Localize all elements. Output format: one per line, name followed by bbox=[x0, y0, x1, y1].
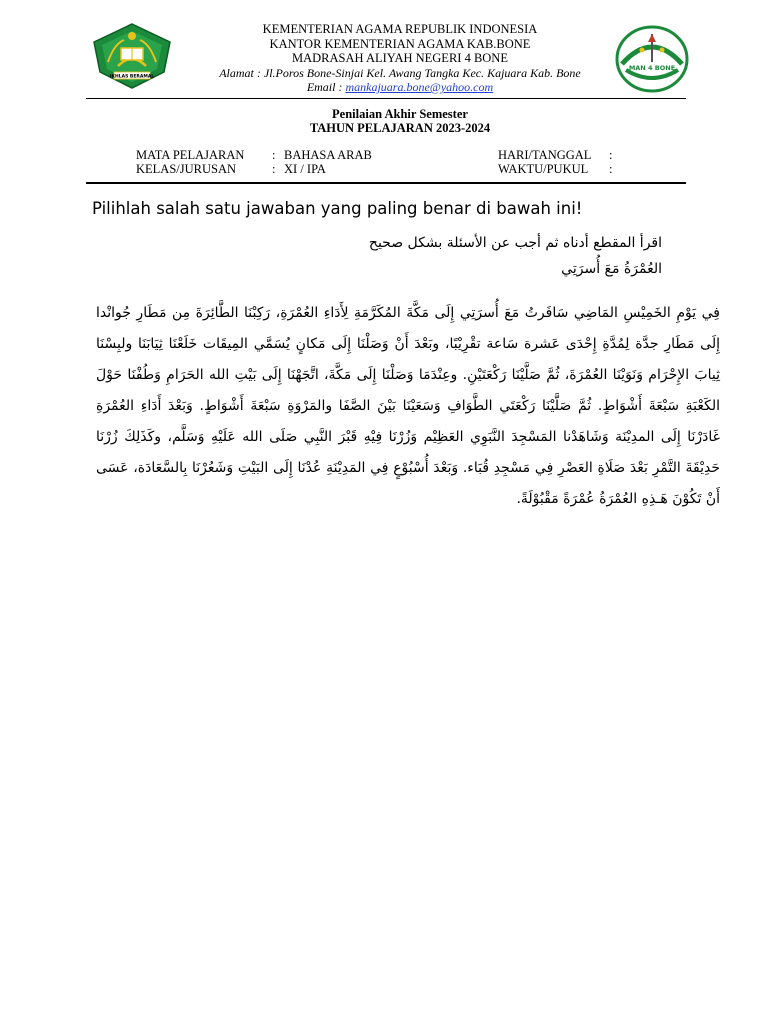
time-label: WAKTU/PUKUL bbox=[498, 162, 589, 176]
school-name: MADRASAH ALIYAH NEGERI 4 BONE bbox=[292, 51, 508, 65]
school-address: Alamat : Jl.Poros Bone-Sinjai Kel. Awang Tangka Kec. Kajuara Kab. Bone bbox=[219, 65, 581, 80]
passage-topic: العُمْرَةُ مَعَ أُسرَتِي bbox=[561, 261, 662, 277]
subject-label: MATA PELAJARAN bbox=[136, 148, 245, 162]
time-colon: : bbox=[609, 162, 613, 176]
arabic-passage: فِي يَوْمِ الخَمِيْسِ المَاضِي سَافَرتُ مَعَ أُسرَتِي إِلَى مَكَّةَ المُكَرَّمَةِ لِأَدَاءِ العُمْرَةِ، رَكِبْنَا الطَّائِرَةَ مِن مَطَارِ جُوانْدا إِلَى مَطَارِ جدَّة لِمُدَّةِ إِحْدَى عَشرة سَاعة تقْرِيْبًا، وبَعْدَ أَنْ وَصَلْنَا إِلَى مَكانٍ يُسَمَّي المِيقَات خَلَعْنَا ثِيَابَنَا ولبِسْنَا ثِيابَ الإِحْرَام وَنَوَيْنَا العُمْرَةَ، ثُمَّ صَلَّيْنَا رَكْعَتَيْنِ. وعِنْدَمَا وَصَلْنَا إِلَى مَكَّةَ، اتَّجَهْنَا إِلَى بَيْتِ الله الحَرَامِ وَطُفْنَا حَوْلَ الكَعْبَةِ سَبْعَةَ أَشْوَاطٍ. ثُمَّ صَلَّيْنَا رَكْعَتَي الطَّوَافِ وَسَعَيْنَا بَيْنَ الصَّفَا والمَرْوَةِ سَبْعَةَ أَشْوَاطٍ. وَبَعْدَ أَدَاءِ العُمْرَةِ غَادَرْنَا إِلَى المدِيْنَة وَشَاهَدْنا المَسْجِدَ النَّبَوِي العَظِيْم وَزُرْنَا فِيْهِ قَبْرَ النَّبِي صَلَى الله عَلَيْهِ وَسَلَّم، وكَذَلِكَ زُرْنَا حَدِيْقَةَ التَّمْرِ بَعْدَ صَلَاةِ العَصْرِ فِي مَسْجِدِ قُبَاء. وَبَعْدَ أُسْبُوْعٍ فِي المَدِيْنَةِ عُدْنَا إِلَى البَيْتِ وَشَعُرْنَا بِالسَّعَادَة، عَسَى أَنْ تَكُوْنَ هَـذِهِ العُمْرَةُ عُمْرَةً مَقْبُوْلَةً. bbox=[96, 305, 720, 507]
class-value: XI / IPA bbox=[284, 162, 326, 176]
class-colon: : bbox=[272, 162, 276, 176]
email-label: Email : bbox=[306, 80, 346, 94]
office-name: KANTOR KEMENTERIAN AGAMA KAB.BONE bbox=[269, 36, 531, 51]
subject-value: BAHASA ARAB bbox=[284, 148, 372, 162]
academic-year: TAHUN PELAJARAN 2023-2024 bbox=[309, 120, 491, 135]
svg-text:MAN 4 BONE: MAN 4 BONE bbox=[628, 64, 676, 72]
ministry-name: KEMENTERIAN AGAMA REPUBLIK INDONESIA bbox=[262, 22, 538, 36]
letterhead bbox=[150, 22, 650, 95]
email-link[interactable]: mankajuara.bone@yahoo.com bbox=[345, 80, 494, 94]
school-email-line bbox=[150, 80, 650, 95]
instruction-text: Pilihlah salah satu jawaban yang paling benar di bawah ini! bbox=[92, 199, 583, 218]
subject-colon: : bbox=[272, 148, 276, 162]
meta-divider bbox=[86, 182, 686, 184]
exam-title-block bbox=[150, 108, 650, 135]
class-label: KELAS/JURUSAN bbox=[136, 162, 237, 176]
header-divider bbox=[86, 98, 686, 99]
exam-title: Penilaian Akhir Semester bbox=[332, 107, 468, 121]
day-colon: : bbox=[609, 148, 613, 162]
svg-text:IKHLAS BERAMAL: IKHLAS BERAMAL bbox=[109, 74, 155, 80]
arabic-instruction: اقرأ المقطع أدناه ثم أجب عن الأسئلة بشكل صحيح bbox=[368, 235, 662, 251]
day-label: HARI/TANGGAL bbox=[498, 148, 592, 162]
